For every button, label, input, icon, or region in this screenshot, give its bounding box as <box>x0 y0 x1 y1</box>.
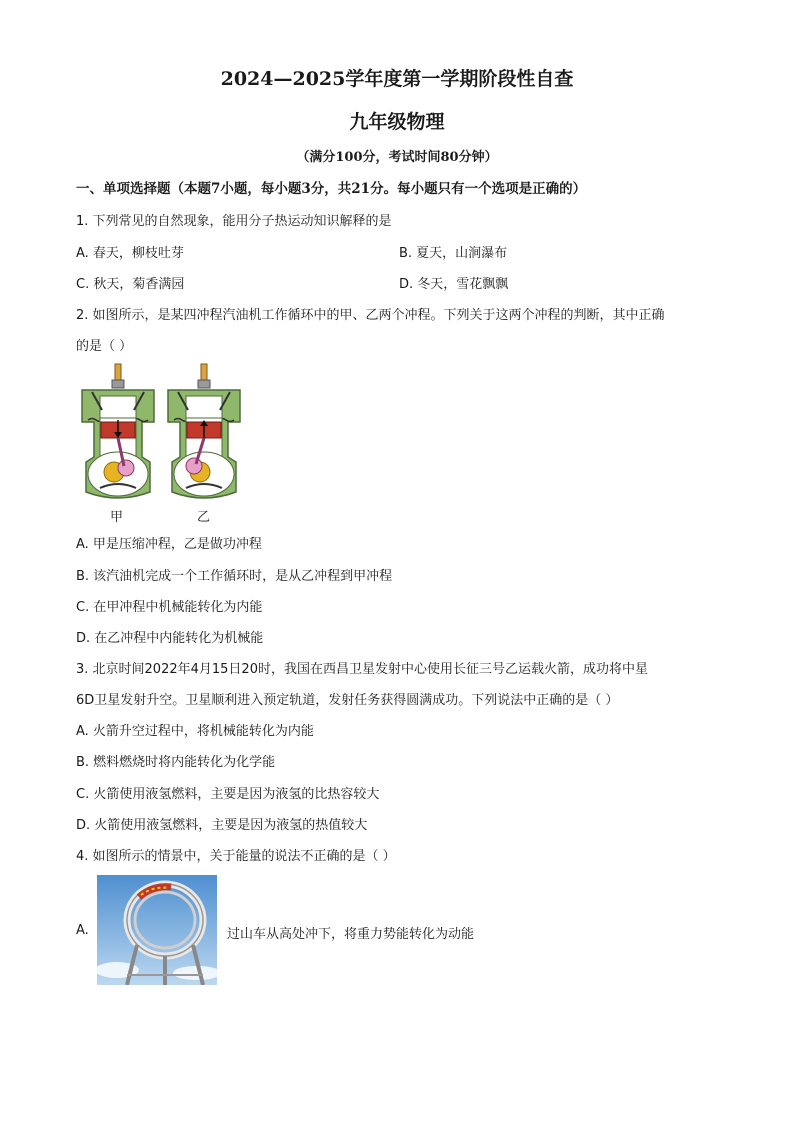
question-1-stem: 1. 下列常见的自然现象，能用分子热运动知识解释的是 <box>76 214 392 229</box>
q4-option-a-text[interactable]: 过山车从高处冲下，将重力势能转化为动能 <box>227 927 475 942</box>
question-2-stem-line2: 的是（ ） <box>76 339 133 354</box>
question-3-stem-line2: 6D卫星发射升空。卫星顺利进入预定轨道，发射任务获得圆满成功。下列说法中正确的是（ ） <box>76 693 619 708</box>
figure-label-jia: 甲 <box>110 510 124 525</box>
q4-option-a-letter[interactable]: A. <box>76 923 89 938</box>
roller-coaster-image <box>97 875 217 985</box>
q1-option-d[interactable]: D. 冬天，雪花飘飘 <box>399 277 509 292</box>
exam-meta: （满分100分，考试时间80分钟） <box>296 150 498 165</box>
q3-option-c[interactable]: C. 火箭使用液氢燃料，主要是因为液氢的比热容较大 <box>76 787 380 802</box>
q1-option-a[interactable]: A. 春天，柳枝吐芽 <box>76 246 184 261</box>
q1-option-b[interactable]: B. 夏天，山涧瀑布 <box>399 246 508 261</box>
exam-subject: 九年级物理 <box>349 111 445 133</box>
exam-title: 2024—2025学年度第一学期阶段性自查 <box>220 68 574 90</box>
q1-option-c[interactable]: C. 秋天，菊香满园 <box>76 277 185 292</box>
q3-option-b[interactable]: B. 燃料燃烧时将内能转化为化学能 <box>76 755 276 770</box>
question-2-stem-line1: 2. 如图所示，是某四冲程汽油机工作循环中的甲、乙两个冲程。下列关于这两个冲程的判断，其中正确 <box>76 308 665 323</box>
engine-diagram-yi <box>164 362 244 502</box>
q2-option-d[interactable]: D. 在乙冲程中内能转化为机械能 <box>76 631 264 646</box>
figure-label-yi: 乙 <box>197 510 211 525</box>
q2-option-b[interactable]: B. 该汽油机完成一个工作循环时，是从乙冲程到甲冲程 <box>76 569 393 584</box>
question-4-stem: 4. 如图所示的情景中，关于能量的说法不正确的是（ ） <box>76 849 396 864</box>
section-heading: 一、单项选择题（本题7小题，每小题3分，共21分。每小题只有一个选项是正确的） <box>76 181 587 197</box>
question-3-stem-line1: 3. 北京时间2022年4月15日20时，我国在西昌卫星发射中心使用长征三号乙运载火箭，成功将中星 <box>76 662 648 677</box>
q3-option-d[interactable]: D. 火箭使用液氢燃料，主要是因为液氢的热值较大 <box>76 818 368 833</box>
q2-option-a[interactable]: A. 甲是压缩冲程，乙是做功冲程 <box>76 537 262 552</box>
q2-option-c[interactable]: C. 在甲冲程中机械能转化为内能 <box>76 600 263 615</box>
engine-diagram-jia <box>78 362 158 502</box>
q3-option-a[interactable]: A. 火箭升空过程中，将机械能转化为内能 <box>76 724 314 739</box>
